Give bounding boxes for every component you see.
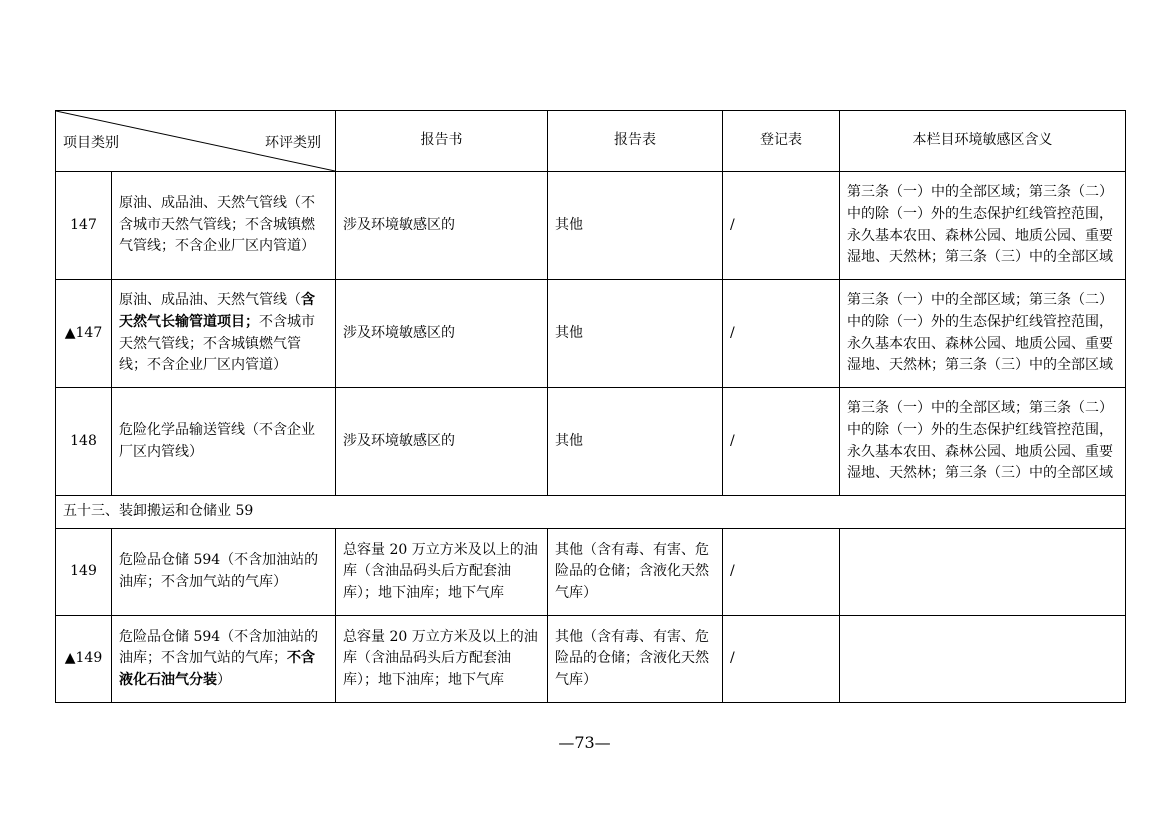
report-form-cell: 其他（含有毒、有害、危险品的仓储；含液化天然气库） xyxy=(548,616,723,703)
report-form-cell: 其他 xyxy=(548,388,723,496)
register-cell: / xyxy=(723,388,840,496)
row-number: 148 xyxy=(56,388,112,496)
project-category-cell xyxy=(112,172,336,280)
row-number: 147 xyxy=(56,172,112,280)
table-row xyxy=(56,616,1126,703)
register-cell: / xyxy=(723,280,840,388)
row-number: ▲147 xyxy=(56,280,112,388)
category-text: 危险品仓储 594（不含加油站的油库；不含加气站的气库； xyxy=(119,628,319,667)
table-row xyxy=(56,172,1126,280)
report-form-cell: 其他（含有毒、有害、危险品的仓储；含液化天然气库） xyxy=(548,529,723,616)
col-header-report-book: 报告书 xyxy=(336,111,548,172)
col-header-report-form: 报告表 xyxy=(548,111,723,172)
col-header-register: 登记表 xyxy=(723,111,840,172)
eia-category-table xyxy=(55,110,1126,703)
table-header-row xyxy=(56,111,1126,172)
report-book-cell: 涉及环境敏感区的 xyxy=(336,280,548,388)
category-text: 不含城市天然气管线；不含城镇燃气管线；不含企业厂区内管道） xyxy=(119,313,315,374)
category-text: 原油、成品油、天然气管线（ xyxy=(119,292,301,309)
row-number: 149 xyxy=(56,529,112,616)
section-row xyxy=(56,496,1126,529)
register-cell: / xyxy=(723,616,840,703)
table-row xyxy=(56,529,1126,616)
row-number: ▲149 xyxy=(56,616,112,703)
category-text: ） xyxy=(217,671,231,688)
diagonal-header-cell xyxy=(56,111,336,172)
meaning-cell: 第三条（一）中的全部区域；第三条（二）中的除（一）外的生态保护红线管控范围，永久基本农田、森林公园、地质公园、重要湿地、天然林；第三条（三）中的全部区域 xyxy=(840,280,1126,388)
project-category-cell xyxy=(112,280,336,388)
meaning-cell: 第三条（一）中的全部区域；第三条（二）中的除（一）外的生态保护红线管控范围，永久基本农田、森林公园、地质公园、重要湿地、天然林；第三条（三）中的全部区域 xyxy=(840,388,1126,496)
meaning-cell: 第三条（一）中的全部区域；第三条（二）中的除（一）外的生态保护红线管控范围，永久基本农田、森林公园、地质公园、重要湿地、天然林；第三条（三）中的全部区域 xyxy=(840,172,1126,280)
project-category-label: 项目类别 xyxy=(63,135,119,151)
section-title: 五十三、装卸搬运和仓储业 59 xyxy=(56,496,1126,529)
register-cell: / xyxy=(723,529,840,616)
category-text: 危险化学品输送管线（不含企业厂区内管线） xyxy=(119,421,315,460)
table-row xyxy=(56,280,1126,388)
report-book-cell: 总容量 20 万立方米及以上的油库（含油品码头后方配套油库）；地下油库；地下气库 xyxy=(336,616,548,703)
project-category-cell xyxy=(112,388,336,496)
eia-category-label: 环评类别 xyxy=(265,135,321,151)
category-text-bold: 不含液化石油气分装 xyxy=(119,650,315,688)
report-form-cell: 其他 xyxy=(548,172,723,280)
category-text: 原油、成品油、天然气管线（不含城市天然气管线；不含城镇燃气管线；不含企业厂区内管道） xyxy=(119,195,315,255)
meaning-cell xyxy=(840,616,1126,703)
project-category-cell xyxy=(112,529,336,616)
col-header-sensitive-area-meaning: 本栏目环境敏感区含义 xyxy=(840,111,1126,172)
page-number: —73— xyxy=(558,733,611,752)
category-text: 危险品仓储 594（不含加油站的油库；不含加气站的气库） xyxy=(119,552,319,590)
category-text-bold: 含天然气长输管道项目； xyxy=(119,292,315,330)
project-category-cell xyxy=(112,616,336,703)
report-book-cell: 涉及环境敏感区的 xyxy=(336,172,548,280)
report-book-cell: 涉及环境敏感区的 xyxy=(336,388,548,496)
table-row xyxy=(56,388,1126,496)
register-cell: / xyxy=(723,172,840,280)
report-form-cell: 其他 xyxy=(548,280,723,388)
report-book-cell: 总容量 20 万立方米及以上的油库（含油品码头后方配套油库）；地下油库；地下气库 xyxy=(336,529,548,616)
meaning-cell xyxy=(840,529,1126,616)
